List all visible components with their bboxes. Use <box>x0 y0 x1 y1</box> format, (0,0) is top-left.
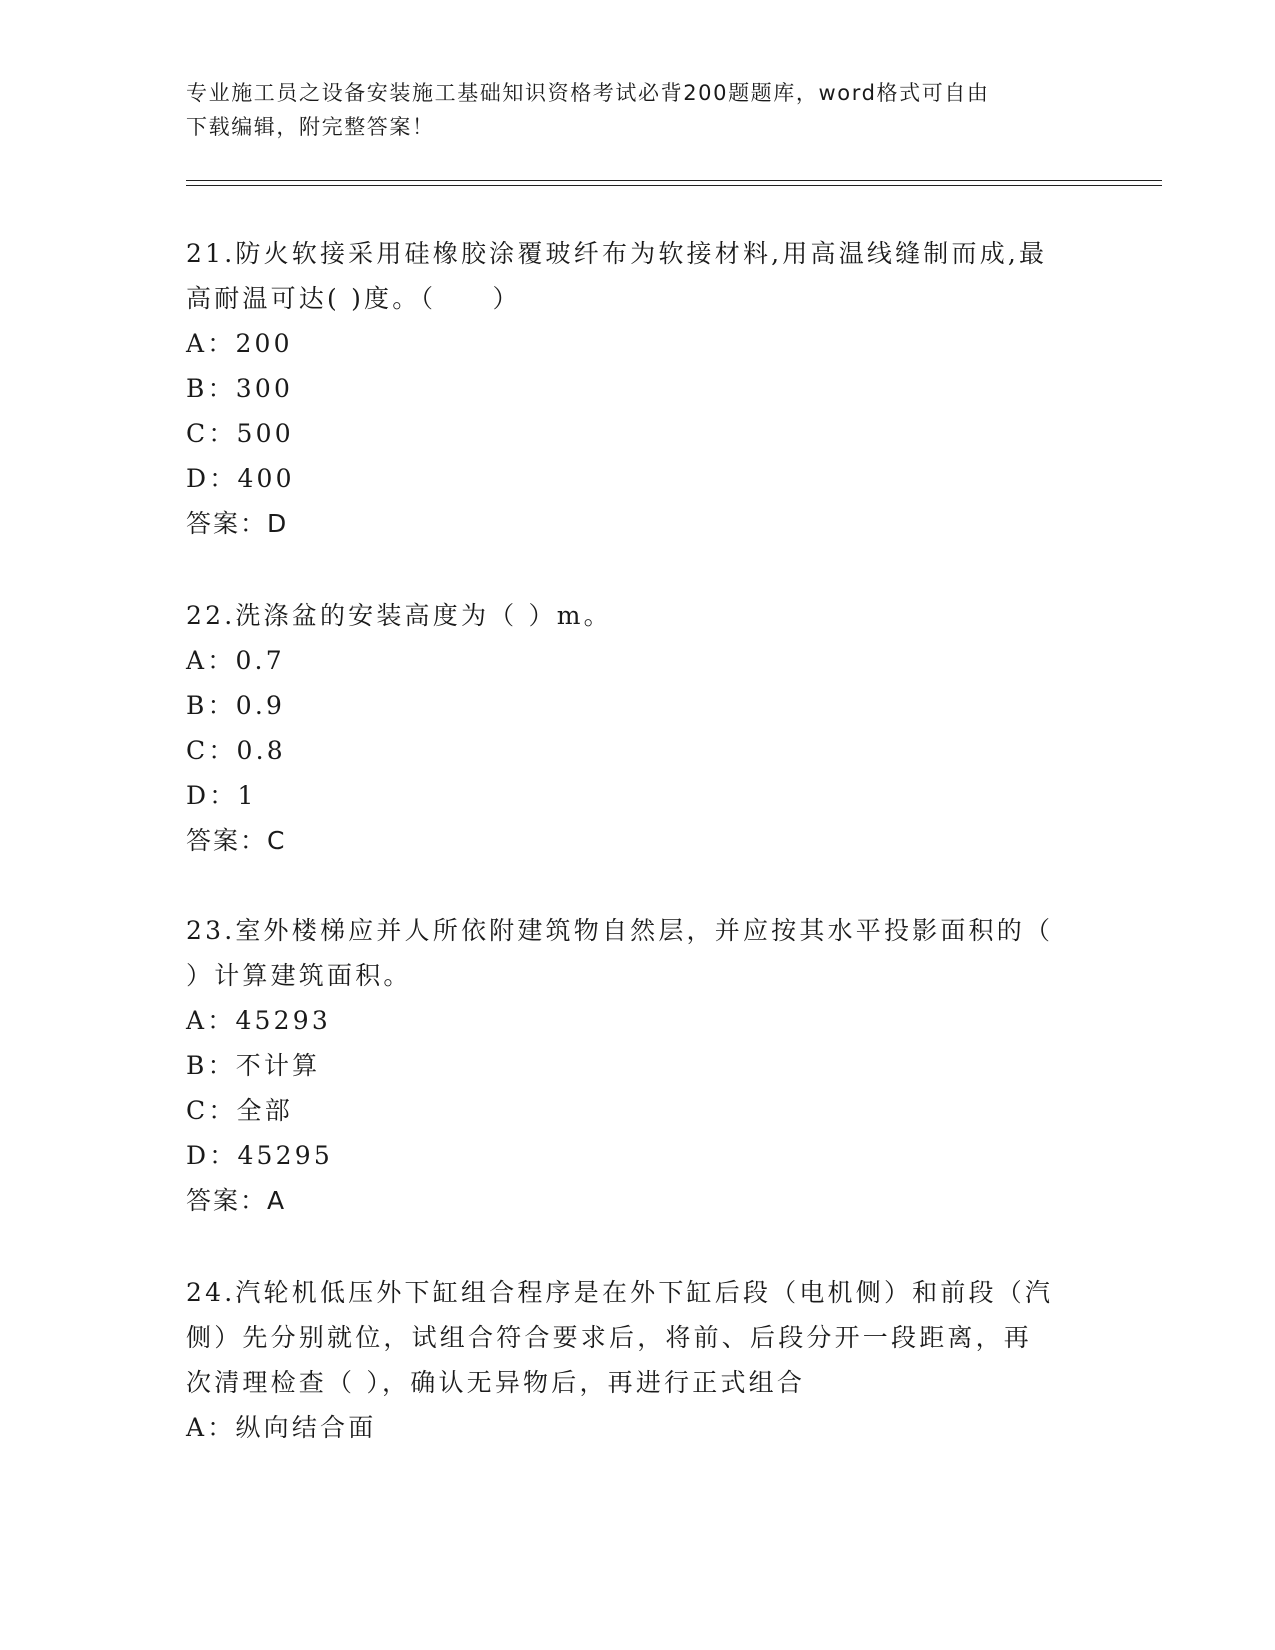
option-d: D：45295 <box>186 1141 333 1170</box>
option-d: D：400 <box>186 464 295 493</box>
question-text-line: 侧）先分别就位，试组合符合要求后，将前、后段分开一段距离，再 <box>186 1323 1033 1352</box>
option-a: A：纵向结合面 <box>186 1413 377 1442</box>
question-text-line: ）计算建筑面积。 <box>186 961 412 990</box>
option-c: C：500 <box>186 419 294 448</box>
question-text-line: 高耐温可达( )度。（ ） <box>186 284 521 313</box>
question-21 <box>186 231 1086 546</box>
question-22 <box>186 593 1086 863</box>
option-a: A：200 <box>186 329 293 358</box>
question-23 <box>186 908 1086 1223</box>
question-text-line: 22.洗涤盆的安装高度为（ ）m。 <box>186 601 612 630</box>
answer-line: 答案：C <box>186 826 287 855</box>
question-text-line: 次清理检查（ ），确认无异物后，再进行正式组合 <box>186 1368 806 1397</box>
answer-line: 答案：A <box>186 1186 287 1215</box>
header-line-2: 下载编辑，附完整答案！ <box>186 115 435 139</box>
header-divider-top <box>186 180 1162 181</box>
option-b: B：300 <box>186 374 294 403</box>
header-line-1: 专业施工员之设备安装施工基础知识资格考试必背200题题库，word格式可自由 <box>186 81 990 105</box>
option-b: B：不计算 <box>186 1051 321 1080</box>
option-a: A：45293 <box>186 1006 331 1035</box>
document-header <box>186 76 1086 144</box>
option-c: C：全部 <box>186 1096 293 1125</box>
option-c: C：0.8 <box>186 736 286 765</box>
answer-line: 答案：D <box>186 509 289 538</box>
option-d: D：1 <box>186 781 257 810</box>
header-divider-bottom <box>186 185 1162 186</box>
option-a: A：0.7 <box>186 646 285 675</box>
question-text-line: 23.室外楼梯应并人所依附建筑物自然层，并应按其水平投影面积的（ <box>186 916 1054 945</box>
question-24 <box>186 1270 1086 1450</box>
question-text-line: 24.汽轮机低压外下缸组合程序是在外下缸后段（电机侧）和前段（汽 <box>186 1278 1054 1307</box>
option-b: B：0.9 <box>186 691 286 720</box>
question-text-line: 21.防火软接采用硅橡胶涂覆玻纤布为软接材料,用高温线缝制而成,最 <box>186 239 1048 268</box>
